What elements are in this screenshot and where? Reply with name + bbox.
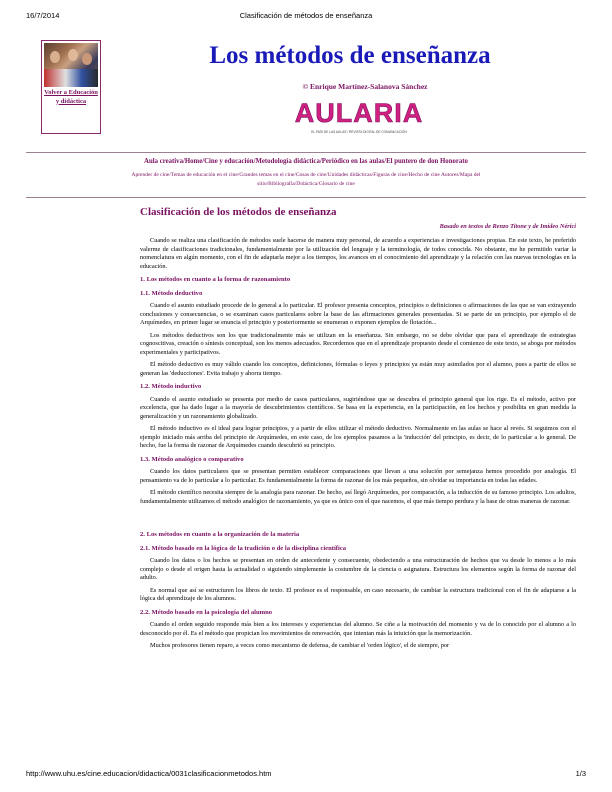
- author-credit: © Enrique Martínez-Salanova Sánchez: [302, 82, 428, 91]
- divider: [26, 152, 586, 153]
- page-url: http://www.uhu.es/cine.educacion/didactica/0031clasificacionmetodos.htm: [26, 769, 272, 778]
- aularia-logo: [294, 92, 424, 138]
- article-title: Clasificación de los métodos de enseñanza: [140, 206, 337, 218]
- subsection-heading: 2.2. Método basado en la psicología del alumno: [140, 608, 273, 616]
- page-title: Los métodos de enseñanza: [209, 42, 491, 69]
- article-byline: Basado en textos de Renzo Titone y de Imídeo Nérici: [439, 222, 576, 230]
- print-date: 16/7/2014: [26, 11, 60, 20]
- subsection-heading: 1.3. Método analógico o comparativo: [140, 455, 244, 463]
- subsection-heading: 1.1. Método deductivo: [140, 289, 203, 297]
- page-number: 1/3: [575, 769, 586, 778]
- paragraph: Cuando los datos o los hechos se presentan en orden de antecedente y consecuente, obedeciendo a una estructuración de hechos que va desde lo menos a lo más complejo o desde el origen hasta la actualidad o siguiendo simplemente la costumbre de la ciencia o asignatura. Estructura los elementos según la forma de razonar del adulto.: [140, 557, 576, 581]
- paragraph: Muchos profesores tienen reparo, a veces como mecanismo de defensa, de cambiar el 'orden lógico', el de siempre, por: [150, 642, 450, 649]
- logo-wordmark: AULARIA: [294, 98, 424, 128]
- main-nav[interactable]: Aula creativa/Home/Cine y educación/Metodología didáctica/Periódico en las aulas/El puntero de don Honorato: [144, 158, 468, 165]
- paragraph: Es normal que así se estructuren los libros de texto. El profesor es el responsable, en caso necesario, de cambiar la estructura tradicional con el fin de adaptarse a la lógica del aprendizaje de los alumnos.: [140, 586, 576, 602]
- classroom-photo: [44, 43, 98, 87]
- sidebar-photo-box: [41, 40, 101, 134]
- paragraph: Cuando el asunto estudiado procede de lo general a lo particular. El profesor presenta conceptos, principios o definiciones o afirmaciones de las que se van extrayendo conclusiones y consecuencias, o se examinan casos particulares sobre la base de las afirmaciones generales presentadas. Si se parte de un principio, por ejemplo el de Arquímedes, en primer lugar se enuncia el principio y posteriormente se enumeran o exponen ejemplos de flotación...: [140, 302, 576, 326]
- paragraph: Cuando el asunto estudiado se presenta por medio de casos particulares, sugiriéndose que se descubra el principio general que los rige. Es el método, activo por excelencia, que ha dado lugar a la mayoría de descubrimientos científicos. Se basa en la experiencia, en la participación, en los hechos y posibilita en gran medida la generalización y un razonamiento globalizado.: [140, 395, 576, 420]
- print-title: Clasificación de métodos de enseñanza: [239, 11, 373, 20]
- paragraph: El método inductivo es el ideal para lograr principios, y a partir de ellos utilizar el método deductivo. Normalmente en las aulas se hace al revés. Si seguimos con el ejemplo iniciado más arriba del principio de Arquímedes, en este caso, de los ejemplos pasamos a la 'inducción' del principio, es decir, de lo particular a lo general. De hecho, fue la forma de razonar de Arquímedes cuando descubrió su principio.: [140, 425, 576, 449]
- sub-nav[interactable]: Aprender de cine/Temas de educación en el cine/Grandes temas en el cine/Cosas de cine/Unidades didácticas/Figuras de cine/Hecho de cine Autores/Mapa del sitio/Bibliografía/Didáctica/Glosario de cine: [131, 172, 481, 187]
- logo-subtitle: EL PAÍS DE LAS AULAS / REVISTA DIGITAL DE COMUNICACIÓN: [311, 130, 407, 134]
- subsection-heading: 1.2. Método inductivo: [140, 383, 202, 390]
- paragraph: Cuando se realiza una clasificación de métodos suele hacerse de manera muy personal, de acuerdo a experiencias e investigaciones propias. En este texto, he preferido valerme de clasificaciones tradicionales, fundamentalmente por la utilización del lenguaje y la terminología, de todos conocida. No obstante, me he permitido variar la nomenclatura en algún momento, con el fin de adaptarla mejor a los tiempos, los avances en el conocimiento del aprendizaje y la relación con las nuevas tecnologías en la educación.: [140, 237, 576, 270]
- section-heading: 1. Los métodos en cuanto a la forma de razonamiento: [140, 276, 291, 283]
- paragraph: El método deductivo es muy válido cuando los conceptos, definiciones, fórmulas o leyes y principios ya están muy asimilados por el alumno, pues a partir de ellos se generan las 'deducciones'. Evita trabajo y ahorra tiempo.: [140, 361, 576, 377]
- paragraph: Cuando el orden seguido responde más bien a los intereses y experiencias del alumno. Se ciñe a la motivación del momento y va de lo conocido por el alumno a lo desconocido por él. Es el método que propician los movimientos de renovación, que intentan más la intuición que la memorización.: [140, 621, 576, 637]
- paragraph: Los métodos deductivos son los que tradicionalmente más se utilizan en la enseñanza. Sin embargo, no se debe olvidar que para el aprendizaje de estrategias cognoscitivas, creación o síntesis conceptual, son los menos adecuados. Recordemos que en el aprendizaje propuesto desde el comienzo de este texto, se aboga por métodos experimentales y participativos.: [140, 331, 576, 356]
- paragraph: El método científico necesita siempre de la analogía para razonar. De hecho, así llegó Arquímedes, por comparación, a la inducción de su famoso principio. Los adultos, fundamentalmente utilizamos el método analógico de razonamiento, ya que es único con el que nacemos, el que más tiempo perdura y la base de otras maneras de razonar.: [140, 489, 576, 505]
- back-to-didactics-link[interactable]: Volver a Educación y didáctica: [44, 89, 98, 105]
- divider: [26, 197, 586, 198]
- subsection-heading: 2.1. Método basado en la lógica de la tradición o de la disciplina científica: [140, 544, 347, 552]
- article: [140, 208, 576, 655]
- paragraph: Cuando los datos particulares que se presentan permiten establecer comparaciones que llevan a una solución por semejanza hemos procedido por analogía. El pensamiento va de lo particular a lo particular. Es fundamentalmente la forma de razonar de los más pequeños, sin olvidar su importancia en todas las edades.: [140, 468, 576, 484]
- section-heading: 2. Los métodos en cuanto a la organización de la materia: [140, 531, 300, 538]
